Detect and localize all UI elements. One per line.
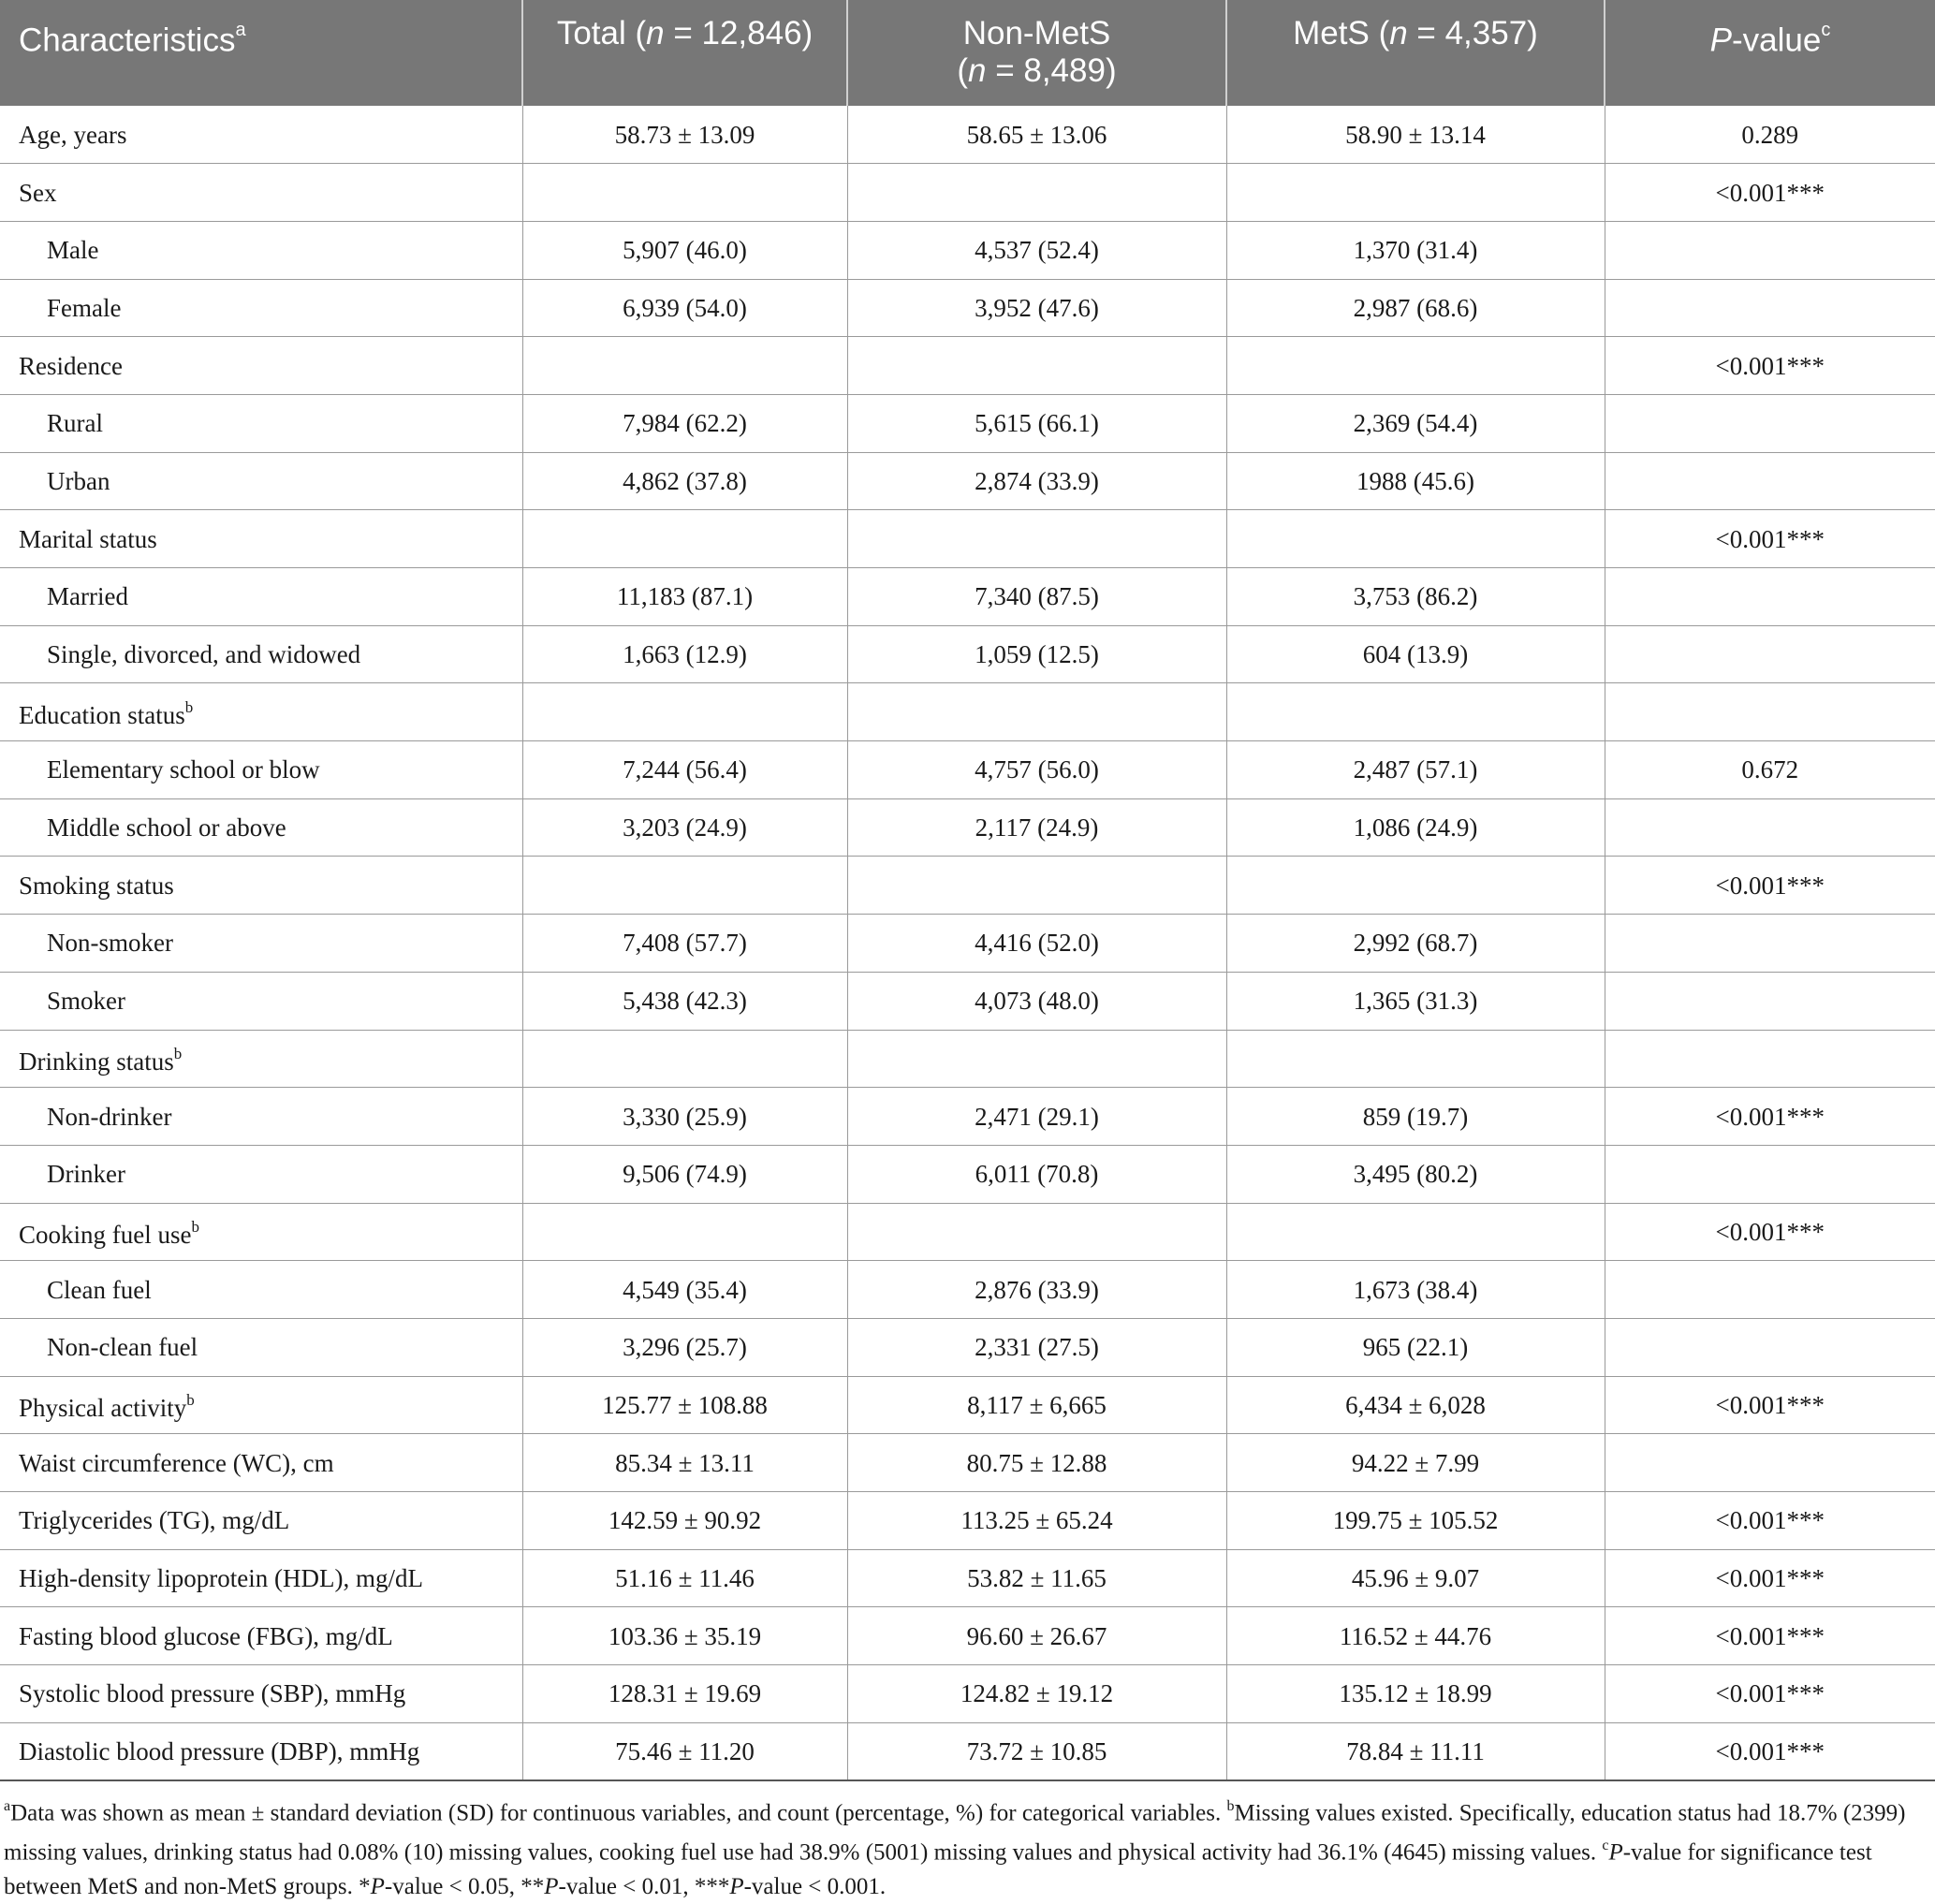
table-row — [0, 798, 1935, 857]
row-label: Married — [0, 568, 522, 626]
cell-p-value — [1605, 1145, 1935, 1203]
cell-mets: 1,086 (24.9) — [1226, 798, 1605, 857]
row-label: Drinker — [0, 1145, 522, 1203]
cell-total: 3,330 (25.9) — [522, 1088, 847, 1146]
cell-total: 3,296 (25.7) — [522, 1318, 847, 1376]
cell-non-mets: 8,117 ± 6,665 — [847, 1376, 1226, 1434]
row-label: Non-drinker — [0, 1088, 522, 1146]
cell-non-mets: 5,615 (66.1) — [847, 394, 1226, 452]
table-row — [0, 1318, 1935, 1376]
cell-total — [522, 857, 847, 915]
cell-p-value: <0.001*** — [1605, 1722, 1935, 1780]
cell-non-mets: 4,416 (52.0) — [847, 915, 1226, 973]
cell-p-value: <0.001*** — [1605, 857, 1935, 915]
cell-p-value — [1605, 452, 1935, 510]
cell-mets — [1226, 510, 1605, 568]
cell-mets — [1226, 1030, 1605, 1088]
cell-non-mets: 96.60 ± 26.67 — [847, 1607, 1226, 1665]
cell-mets: 1,370 (31.4) — [1226, 221, 1605, 279]
cell-mets: 58.90 ± 13.14 — [1226, 106, 1605, 164]
cell-total — [522, 164, 847, 222]
cell-total: 11,183 (87.1) — [522, 568, 847, 626]
cell-mets: 2,487 (57.1) — [1226, 741, 1605, 799]
cell-mets: 3,495 (80.2) — [1226, 1145, 1605, 1203]
cell-total: 5,907 (46.0) — [522, 221, 847, 279]
cell-p-value — [1605, 683, 1935, 741]
cell-p-value — [1605, 279, 1935, 337]
cell-mets: 45.96 ± 9.07 — [1226, 1549, 1605, 1607]
cell-p-value: 0.289 — [1605, 106, 1935, 164]
row-label: Female — [0, 279, 522, 337]
cell-total: 4,549 (35.4) — [522, 1261, 847, 1319]
cell-p-value — [1605, 625, 1935, 683]
row-label: Systolic blood pressure (SBP), mmHg — [0, 1665, 522, 1723]
cell-non-mets — [847, 683, 1226, 741]
cell-p-value — [1605, 1030, 1935, 1088]
cell-non-mets: 4,757 (56.0) — [847, 741, 1226, 799]
cell-non-mets: 73.72 ± 10.85 — [847, 1722, 1226, 1780]
cell-total: 7,244 (56.4) — [522, 741, 847, 799]
table-row — [0, 625, 1935, 683]
cell-non-mets: 2,876 (33.9) — [847, 1261, 1226, 1319]
table-row — [0, 683, 1935, 741]
cell-p-value: <0.001*** — [1605, 337, 1935, 395]
table-row — [0, 510, 1935, 568]
table-row — [0, 915, 1935, 973]
table-row — [0, 1549, 1935, 1607]
cell-non-mets: 113.25 ± 65.24 — [847, 1492, 1226, 1550]
cell-total: 103.36 ± 35.19 — [522, 1607, 847, 1665]
cell-total: 9,506 (74.9) — [522, 1145, 847, 1203]
cell-total: 1,663 (12.9) — [522, 625, 847, 683]
cell-total: 75.46 ± 11.20 — [522, 1722, 847, 1780]
row-label: Single, divorced, and widowed — [0, 625, 522, 683]
cell-non-mets: 1,059 (12.5) — [847, 625, 1226, 683]
cell-total: 128.31 ± 19.69 — [522, 1665, 847, 1723]
cell-non-mets: 4,073 (48.0) — [847, 972, 1226, 1030]
row-label: Urban — [0, 452, 522, 510]
cell-mets: 859 (19.7) — [1226, 1088, 1605, 1146]
row-label: Rural — [0, 394, 522, 452]
cell-total: 58.73 ± 13.09 — [522, 106, 847, 164]
row-label: Non-smoker — [0, 915, 522, 973]
cell-non-mets — [847, 1203, 1226, 1261]
cell-p-value: <0.001*** — [1605, 510, 1935, 568]
row-label: Waist circumference (WC), cm — [0, 1434, 522, 1492]
row-label: Sex — [0, 164, 522, 222]
table-row — [0, 1088, 1935, 1146]
cell-p-value — [1605, 915, 1935, 973]
cell-total: 7,408 (57.7) — [522, 915, 847, 973]
cell-p-value: <0.001*** — [1605, 1376, 1935, 1434]
cell-mets: 2,992 (68.7) — [1226, 915, 1605, 973]
header-mets: MetS (n = 4,357) — [1226, 0, 1605, 106]
table-row — [0, 1203, 1935, 1261]
cell-p-value — [1605, 1434, 1935, 1492]
table-row — [0, 1665, 1935, 1723]
row-label: Diastolic blood pressure (DBP), mmHg — [0, 1722, 522, 1780]
cell-p-value: 0.672 — [1605, 741, 1935, 799]
cell-mets: 2,369 (54.4) — [1226, 394, 1605, 452]
cell-total: 6,939 (54.0) — [522, 279, 847, 337]
cell-total: 85.34 ± 13.11 — [522, 1434, 847, 1492]
row-label: Non-clean fuel — [0, 1318, 522, 1376]
header-characteristics: Characteristics$^a$ — [19, 20, 246, 59]
cell-mets: 3,753 (86.2) — [1226, 568, 1605, 626]
cell-total: 3,203 (24.9) — [522, 798, 847, 857]
cell-non-mets: 124.82 ± 19.12 — [847, 1665, 1226, 1723]
cell-total: 5,438 (42.3) — [522, 972, 847, 1030]
cell-non-mets: 2,471 (29.1) — [847, 1088, 1226, 1146]
cell-mets: 116.52 ± 44.76 — [1226, 1607, 1605, 1665]
cell-mets: 1,365 (31.3) — [1226, 972, 1605, 1030]
cell-non-mets: 80.75 ± 12.88 — [847, 1434, 1226, 1492]
cell-p-value: <0.001*** — [1605, 1607, 1935, 1665]
table-row — [0, 972, 1935, 1030]
row-label: Physical activity$^b$ — [0, 1376, 522, 1434]
cell-non-mets — [847, 510, 1226, 568]
cell-p-value — [1605, 1318, 1935, 1376]
row-label: Smoker — [0, 972, 522, 1030]
cell-total: 142.59 ± 90.92 — [522, 1492, 847, 1550]
cell-non-mets — [847, 857, 1226, 915]
table-row — [0, 741, 1935, 799]
row-label: Clean fuel — [0, 1261, 522, 1319]
cell-non-mets: 6,011 (70.8) — [847, 1145, 1226, 1203]
cell-total — [522, 510, 847, 568]
table-row — [0, 1434, 1935, 1492]
cell-non-mets: 2,117 (24.9) — [847, 798, 1226, 857]
table-row — [0, 1492, 1935, 1550]
cell-p-value — [1605, 798, 1935, 857]
cell-non-mets: 3,952 (47.6) — [847, 279, 1226, 337]
cell-p-value: <0.001*** — [1605, 1492, 1935, 1550]
header-non-mets: Non-MetS (n = 8,489) — [847, 0, 1226, 106]
row-label: Fasting blood glucose (FBG), mg/dL — [0, 1607, 522, 1665]
table-row — [0, 1145, 1935, 1203]
header-total: Total (n = 12,846) — [522, 0, 847, 106]
cell-non-mets — [847, 337, 1226, 395]
cell-p-value — [1605, 972, 1935, 1030]
cell-p-value — [1605, 221, 1935, 279]
cell-mets: 199.75 ± 105.52 — [1226, 1492, 1605, 1550]
cell-total: 125.77 ± 108.88 — [522, 1376, 847, 1434]
table-row — [0, 337, 1935, 395]
table-row — [0, 568, 1935, 626]
cell-p-value — [1605, 1261, 1935, 1319]
row-label: High-density lipoprotein (HDL), mg/dL — [0, 1549, 522, 1607]
cell-non-mets: 4,537 (52.4) — [847, 221, 1226, 279]
cell-mets — [1226, 1203, 1605, 1261]
cell-total: 51.16 ± 11.46 — [522, 1549, 847, 1607]
cell-total — [522, 1030, 847, 1088]
cell-p-value: <0.001*** — [1605, 1665, 1935, 1723]
cell-mets — [1226, 857, 1605, 915]
row-label: Marital status — [0, 510, 522, 568]
cell-non-mets: 58.65 ± 13.06 — [847, 106, 1226, 164]
cell-mets — [1226, 683, 1605, 741]
table-row — [0, 1722, 1935, 1780]
row-label: Elementary school or blow — [0, 741, 522, 799]
header-row — [0, 0, 1935, 106]
cell-p-value: <0.001*** — [1605, 164, 1935, 222]
cell-mets: 2,987 (68.6) — [1226, 279, 1605, 337]
table-row — [0, 221, 1935, 279]
row-label: Education status$^b$ — [0, 683, 522, 741]
table-row — [0, 857, 1935, 915]
row-label: Smoking status — [0, 857, 522, 915]
cell-total — [522, 337, 847, 395]
cell-non-mets — [847, 1030, 1226, 1088]
table-row — [0, 106, 1935, 164]
cell-mets: 94.22 ± 7.99 — [1226, 1434, 1605, 1492]
cell-p-value — [1605, 568, 1935, 626]
header-p-value: P-value$^c$ — [1605, 0, 1935, 106]
row-label: Triglycerides (TG), mg/dL — [0, 1492, 522, 1550]
table-header — [0, 0, 1935, 106]
cell-mets: 6,434 ± 6,028 — [1226, 1376, 1605, 1434]
cell-mets: 78.84 ± 11.11 — [1226, 1722, 1605, 1780]
cell-mets — [1226, 164, 1605, 222]
table-body — [0, 106, 1935, 1780]
row-label: Residence — [0, 337, 522, 395]
row-label: Male — [0, 221, 522, 279]
cell-non-mets: 53.82 ± 11.65 — [847, 1549, 1226, 1607]
cell-non-mets: 2,331 (27.5) — [847, 1318, 1226, 1376]
cell-mets: 604 (13.9) — [1226, 625, 1605, 683]
cell-p-value: <0.001*** — [1605, 1203, 1935, 1261]
cell-mets — [1226, 337, 1605, 395]
table-footnote: $^a$Data was shown as mean ± standard deviation (SD) for continuous variables, and count (percentage, %) for categorical variables. $^b$Missing values existed. Specifically, education status had 18.7% (2399) missing values, drinking status had 0.08% (10) missing values, cooking fuel use had 38.9% (5001) missing values and physical activity had 36.1% (4645) missing values. $^c$P-value for significance test between MetS and non-MetS groups. *P-value < 0.05, **P-value < 0.01, ***P-value < 0.001. — [4, 1798, 1906, 1899]
cell-p-value: <0.001*** — [1605, 1088, 1935, 1146]
table-row — [0, 1261, 1935, 1319]
cell-p-value — [1605, 394, 1935, 452]
cell-mets: 965 (22.1) — [1226, 1318, 1605, 1376]
cell-mets: 1988 (45.6) — [1226, 452, 1605, 510]
table-row — [0, 1607, 1935, 1665]
cell-p-value: <0.001*** — [1605, 1549, 1935, 1607]
cell-total — [522, 683, 847, 741]
row-label: Middle school or above — [0, 798, 522, 857]
row-label: Cooking fuel use$^b$ — [0, 1203, 522, 1261]
table-row — [0, 279, 1935, 337]
table-row — [0, 394, 1935, 452]
table-row — [0, 1376, 1935, 1434]
cell-total: 4,862 (37.8) — [522, 452, 847, 510]
cell-mets: 1,673 (38.4) — [1226, 1261, 1605, 1319]
table-row — [0, 1030, 1935, 1088]
table-row — [0, 164, 1935, 222]
cell-mets: 135.12 ± 18.99 — [1226, 1665, 1605, 1723]
cell-non-mets: 7,340 (87.5) — [847, 568, 1226, 626]
cell-non-mets: 2,874 (33.9) — [847, 452, 1226, 510]
cell-total: 7,984 (62.2) — [522, 394, 847, 452]
row-label: Age, years — [0, 106, 522, 164]
table-row — [0, 452, 1935, 510]
cell-total — [522, 1203, 847, 1261]
cell-non-mets — [847, 164, 1226, 222]
row-label: Drinking status$^b$ — [0, 1030, 522, 1088]
